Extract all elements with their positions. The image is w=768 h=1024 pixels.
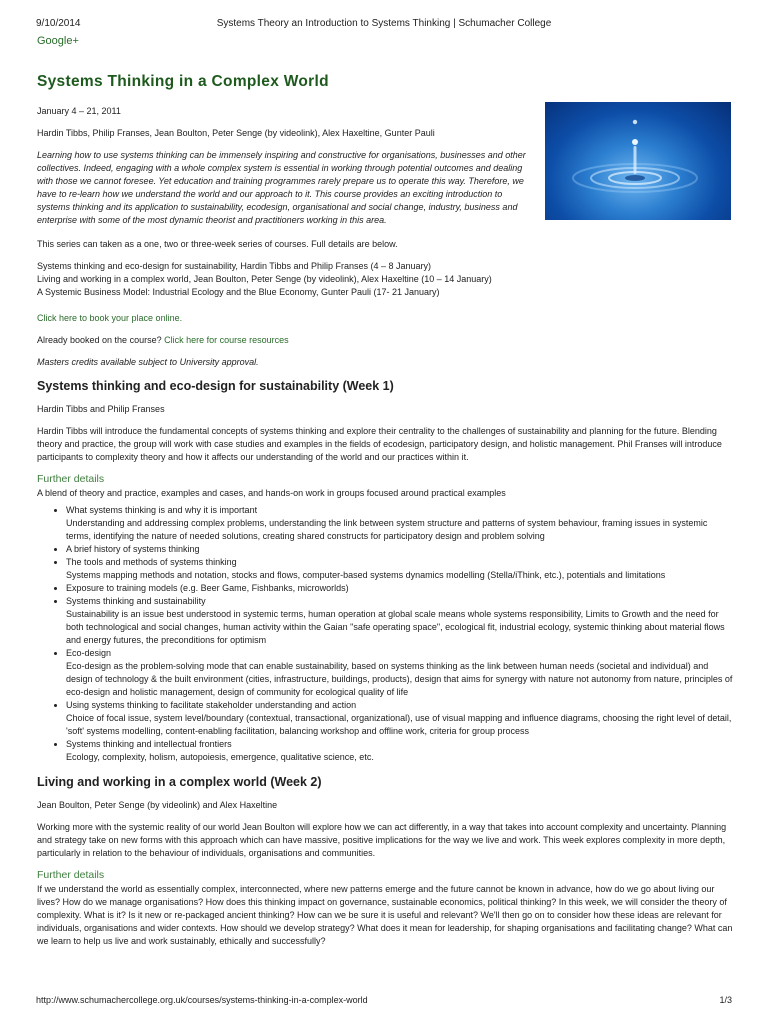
week1-description: Hardin Tibbs will introduce the fundamental concepts of systems thinking and explore their centrality to the challenges of sustainability and planning for the future. Blending theory and practice, the group will work with case studies and examples in the fields of ecodesign, participatory design, and holistic management. Phil Franses will introduce participants to complexity theory and how it affects our understanding of the world and our practices within it. (37, 426, 722, 462)
list-item (66, 738, 733, 764)
series-list (37, 260, 733, 299)
course-resources-link[interactable]: Click here for course resources (164, 335, 289, 345)
topic-title: Exposure to training models (e.g. Beer Game, Fishbanks, microworlds) (66, 583, 349, 593)
course-intro: Learning how to use systems thinking can be immensely inspiring and constructive for organisations, businesses and other collectives. Indeed, engaging with a whole complex system is essential in working through potential outcomes and dealing with those we cannot foresee. Yet education and training programmes rarely prepare us to operate this way. Therefore, we have to re-learn how we understand the world and our approach to it. This course provides an exciting introduction to systems thinking and its application to sustainability, ecodesign, organisational and social change, industry, business and enterprise with some of the most dynamic theorist and practitioners working in this area. (37, 150, 526, 225)
series-intro: This series can taken as a one, two or three-week series of courses. Full details are below. (37, 239, 398, 249)
list-item (66, 504, 733, 543)
topic-title: Systems thinking and sustainability (66, 596, 206, 606)
week2-presenters: Jean Boulton, Peter Senge (by videolink) and Alex Haxeltine (37, 800, 278, 810)
topic-body: Systems mapping methods and notation, stocks and flows, computer-based systems dynamics modelling (Stella/iThink, etc.), potentials and limitations (66, 570, 666, 580)
already-booked-line (37, 334, 733, 347)
series-item: Systems thinking and eco-design for sustainability, Hardin Tibbs and Philip Franses (4 – 8 January) (37, 261, 432, 271)
week1-further-intro: A blend of theory and practice, examples and cases, and hands-on work in groups focused around practical examples (37, 488, 506, 498)
series-item: A Systemic Business Model: Industrial Ecology and the Blue Economy, Gunter Pauli (17- 21 January) (37, 287, 440, 297)
masters-credits-note: Masters credits available subject to University approval. (37, 357, 259, 367)
course-dates: January 4 – 21, 2011 (37, 106, 121, 116)
topic-title: What systems thinking is and why it is important (66, 505, 258, 515)
topic-body: Choice of focal issue, system level/boundary (contextual, transactional, organizational), use of visual mapping and influence diagrams, choosing the right level of detail, 'soft' systems modelling, content-enabling facilitation, balancing workshop and offline work, criteria for group process (66, 713, 732, 736)
google-plus-link[interactable]: Google+ (37, 35, 79, 47)
topic-title: The tools and methods of systems thinking (66, 557, 237, 567)
week2-description: Working more with the systemic reality of our world Jean Boulton will explore how we can act differently, in a way that takes into account complexity and uncertainty. Planning and strategy take on new forms with this approach which can have massive, positive implications for the way we live and work. This week explores complexity in more depth, particularly in relation to the behaviour of individuals, organisations and communities. (37, 822, 727, 858)
list-item (66, 582, 733, 595)
week2-further-details: Further details (37, 869, 105, 881)
topic-body: Ecology, complexity, holism, autopoiesis, emergence, qualitative science, etc. (66, 752, 374, 762)
print-footer (36, 995, 732, 1005)
book-online-link[interactable]: Click here to book your place online. (37, 313, 183, 323)
topic-body: Sustainability is an issue best understood in systemic terms, human operation at global scale means whole systems responsibility, Limits to Growth and the need for both technological and social changes, human activity within the Gaian "safe operating space", ecological fit, industrial ecology, systemic thinking about material flows and energy futures, the preconditions for optimism (66, 609, 725, 645)
page-number: 1/3 (719, 995, 732, 1005)
print-url: http://www.schumachercollege.org.uk/courses/systems-thinking-in-a-complex-world (36, 995, 368, 1005)
already-booked-text: Already booked on the course? (37, 335, 162, 345)
topic-title: A brief history of systems thinking (66, 544, 200, 554)
week2-further-text: If we understand the world as essentially complex, interconnected, where new patterns emerge and the future cannot be known in advance, how do we go about living our lives? How do we manage organisations? How does this thinking impact on governance, sustainable economics, political thinking? In this week, we will consider the theory of complexity. What is it? Is it new or re-packaged ancient thinking? How can we be sure it is useful and relevant? We'll then go on to consider how these ideas are relevant for individuals, organisations and wider contexts. How should we develop strategy? What does it mean for leadership, for shaping organisations and facilitating change? What can we learn to help us live and work sustainably, ethically and successfully? (37, 884, 733, 946)
topic-body: Understanding and addressing complex problems, understanding the link between system structure and patterns of system behaviour, framing issues in systemic terms, identifying the nature of needed solutions, creating shared constructs for participatory design and problem solving (66, 518, 708, 541)
list-item (66, 595, 733, 647)
week2-heading: Living and working in a complex world (Week 2) (37, 775, 322, 789)
print-date: 9/10/2014 (36, 18, 81, 29)
week1-heading: Systems thinking and eco-design for sustainability (Week 1) (37, 379, 394, 393)
list-item (66, 647, 733, 699)
list-item (66, 699, 733, 738)
week1-presenters: Hardin Tibbs and Philip Franses (37, 404, 165, 414)
course-presenters: Hardin Tibbs, Philip Franses, Jean Boulton, Peter Senge (by videolink), Alex Haxeltine, Gunter Pauli (37, 128, 435, 138)
list-item (66, 543, 733, 556)
page-heading: Systems Thinking in a Complex World (37, 73, 329, 90)
topic-title: Using systems thinking to facilitate stakeholder understanding and action (66, 700, 357, 710)
list-item (66, 556, 733, 582)
week1-further-details: Further details (37, 473, 105, 485)
print-page-title: Systems Theory an Introduction to Systems Thinking | Schumacher College (216, 18, 552, 29)
print-header (36, 18, 732, 32)
topic-title: Eco-design (66, 648, 112, 658)
week1-topics-list (37, 504, 733, 764)
article (37, 72, 733, 948)
topic-title: Systems thinking and intellectual frontiers (66, 739, 232, 749)
topic-body: Eco-design as the problem-solving mode that can enable sustainability, based on systems thinking as the link between human needs (societal and individual) and design of technology & the built environment (cities, infrastructure, buildings, products), design that aims for synergy with nature not autonomy from nature, principles of eco-design and holistic management, design of community for ecological quality of life (66, 661, 733, 697)
series-item: Living and working in a complex world, Jean Boulton, Peter Senge (by videolink), Alex Haxeltine (10 – 14 January) (37, 274, 492, 284)
